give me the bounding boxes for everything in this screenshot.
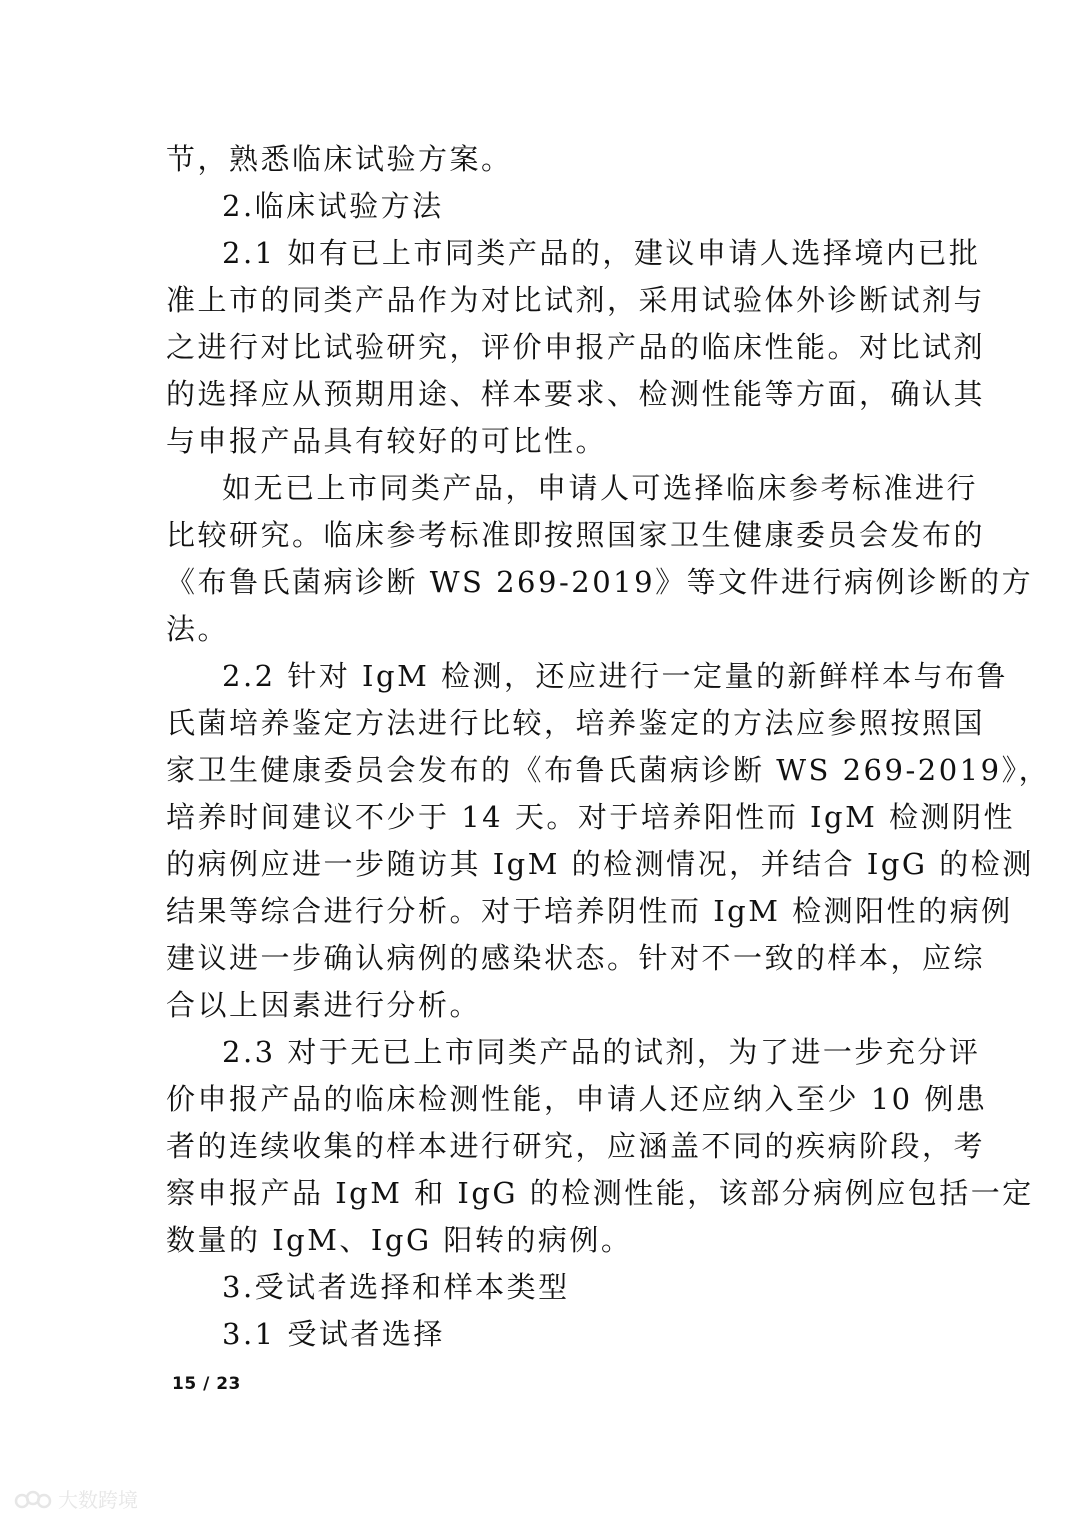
text-line: 《布鲁氏菌病诊断 WS 269-2019》等文件进行病例诊断的方 bbox=[166, 565, 1034, 599]
text-line: 数量的 IgM、IgG 阳转的病例。 bbox=[166, 1223, 633, 1257]
text-line: 2.1 如有已上市同类产品的，建议申请人选择境内已批 bbox=[222, 236, 981, 270]
text-line: 2.3 对于无已上市同类产品的试剂，为了进一步充分评 bbox=[222, 1035, 981, 1069]
text-line: 的选择应从预期用途、样本要求、检测性能等方面，确认其 bbox=[166, 377, 986, 411]
subsection-heading: 3.1 受试者选择 bbox=[222, 1317, 445, 1351]
text-line: 之进行对比试验研究，评价申报产品的临床性能。对比试剂 bbox=[166, 330, 986, 364]
text-line: 结果等综合进行分析。对于培养阴性而 IgM 检测阳性的病例 bbox=[166, 894, 1013, 928]
text-line: 家卫生健康委员会发布的《布鲁氏菌病诊断 WS 269-2019》， bbox=[166, 753, 1051, 787]
text-line: 察申报产品 IgM 和 IgG 的检测性能，该部分病例应包括一定 bbox=[166, 1176, 1034, 1210]
text-line: 如无已上市同类产品，申请人可选择临床参考标准进行 bbox=[222, 471, 979, 505]
text-line: 价申报产品的临床检测性能，申请人还应纳入至少 10 例患 bbox=[166, 1082, 988, 1116]
text-line: 2.2 针对 IgM 检测，还应进行一定量的新鲜样本与布鲁 bbox=[222, 659, 1008, 693]
text-line: 者的连续收集的样本进行研究，应涵盖不同的疾病阶段，考 bbox=[166, 1129, 986, 1163]
dashuju-logo-icon bbox=[14, 1488, 52, 1510]
text-line: 节，熟悉临床试验方案。 bbox=[166, 142, 513, 176]
text-line: 氏菌培养鉴定方法进行比较，培养鉴定的方法应参照按照国 bbox=[166, 706, 986, 740]
text-line: 培养时间建议不少于 14 天。对于培养阳性而 IgM 检测阴性 bbox=[166, 800, 1015, 834]
watermark-text: 大数跨境 bbox=[58, 1488, 138, 1512]
text-line: 比较研究。临床参考标准即按照国家卫生健康委员会发布的 bbox=[166, 518, 986, 552]
watermark bbox=[14, 1484, 138, 1513]
text-line: 合以上因素进行分析。 bbox=[166, 988, 482, 1022]
section-heading: 3.受试者选择和样本类型 bbox=[222, 1270, 570, 1304]
text-line: 法。 bbox=[166, 612, 230, 646]
section-heading: 2.临床试验方法 bbox=[222, 189, 444, 223]
text-line: 建议进一步确认病例的感染状态。针对不一致的样本，应综 bbox=[166, 941, 986, 975]
text-line: 与申报产品具有较好的可比性。 bbox=[166, 424, 608, 458]
text-line: 准上市的同类产品作为对比试剂，采用试验体外诊断试剂与 bbox=[166, 283, 986, 317]
text-line: 的病例应进一步随访其 IgM 的检测情况，并结合 IgG 的检测 bbox=[166, 847, 1034, 881]
page-number: 15 / 23 bbox=[172, 1374, 241, 1394]
